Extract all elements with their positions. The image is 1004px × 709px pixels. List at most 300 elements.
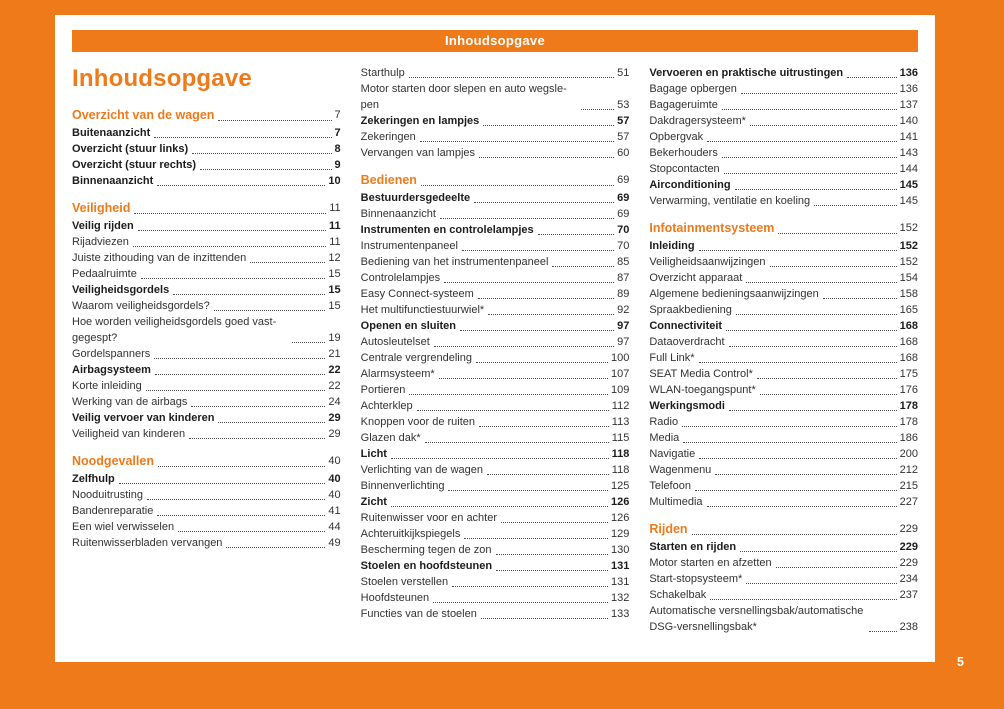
dot-leader [218, 422, 325, 423]
toc-entry [649, 302, 918, 318]
toc-entry [361, 542, 630, 558]
toc-entry-page: 49 [328, 537, 341, 549]
toc-entry-label: Full Link* [649, 352, 695, 364]
toc-entry-label: Motor starten door slepen en auto wegslepen [360, 83, 567, 111]
toc-entry-page: 10 [328, 175, 341, 187]
toc-entry-label: Knoppen voor de ruiten [360, 416, 476, 428]
toc-entry-label: Wagenmenu [649, 464, 712, 476]
dot-leader [409, 77, 614, 78]
toc-entry [72, 173, 341, 189]
toc-entry-page: 144 [899, 163, 919, 175]
toc-entry-label: Bescherming tegen de zon [360, 544, 492, 556]
toc-entry [361, 494, 630, 510]
toc-entry-page: 141 [899, 131, 919, 143]
dot-leader [760, 394, 897, 395]
toc-entry [72, 394, 341, 410]
toc-entry-label: Rijden [649, 522, 688, 536]
toc-entry-page: 238 [899, 621, 919, 633]
toc-entry [361, 190, 630, 206]
toc-entry-page: 11 [329, 202, 341, 214]
toc-entry-page: 69 [617, 208, 630, 220]
toc-entry-page: 165 [899, 304, 919, 316]
toc-columns [72, 65, 918, 635]
toc-entry-label: Automatische versnellingsbak/automatische DSG-versnellingsbak* [649, 605, 864, 633]
toc-entry-page: 12 [328, 252, 341, 264]
toc-entry-page: 158 [899, 288, 919, 300]
toc-entry-label: Telefoon [649, 480, 691, 492]
toc-entry-label: Media [649, 432, 680, 444]
toc-entry-page: 178 [899, 400, 919, 412]
dot-leader [462, 250, 614, 251]
dot-leader [444, 282, 614, 283]
dot-leader [538, 234, 614, 235]
toc-entry-label: Veiligheid [72, 201, 131, 215]
toc-entry [361, 318, 630, 334]
dot-leader [750, 125, 897, 126]
toc-entry [649, 161, 918, 177]
toc-entry [649, 430, 918, 446]
toc-entry-page: 168 [899, 336, 919, 348]
toc-entry-page: 132 [610, 592, 630, 604]
toc-entry-page: 143 [899, 147, 919, 159]
toc-entry-page: 89 [617, 288, 630, 300]
toc-entry-label: Vervangen van lampjes [360, 147, 476, 159]
dot-leader [692, 534, 897, 535]
toc-entry-page: 168 [899, 320, 919, 332]
toc-section-heading [72, 107, 341, 124]
toc-entry [649, 398, 918, 414]
toc-entry-page: 152 [899, 240, 919, 252]
toc-entry-label: Airbagsysteem [72, 364, 151, 376]
toc-entry [72, 125, 341, 141]
toc-entry-label: Werking van de airbags [72, 396, 188, 408]
dot-leader [776, 567, 897, 568]
toc-entry [72, 314, 341, 346]
dot-leader [433, 602, 608, 603]
toc-entry [361, 590, 630, 606]
toc-entry [72, 426, 341, 442]
toc-entry-label: Dakdragersysteem* [649, 115, 746, 127]
toc-entry-page: 115 [611, 432, 630, 444]
dot-leader [581, 109, 614, 110]
toc-entry [361, 65, 630, 81]
toc-entry-page: 131 [610, 576, 630, 588]
toc-entry-page: 22 [328, 364, 341, 376]
toc-entry-label: Algemene bedieningsaanwijzingen [649, 288, 819, 300]
toc-entry-page: 22 [328, 380, 341, 392]
dot-leader [476, 362, 608, 363]
toc-entry-page: 130 [610, 544, 630, 556]
toc-entry [72, 503, 341, 519]
dot-leader [699, 458, 896, 459]
toc-entry [649, 539, 918, 555]
dot-leader [847, 77, 897, 78]
toc-entry-page: 69 [617, 174, 630, 186]
toc-entry-page: 212 [899, 464, 919, 476]
dot-leader [726, 330, 897, 331]
toc-entry-label: Autosleutelset [360, 336, 430, 348]
toc-entry [72, 282, 341, 298]
dot-leader [434, 346, 614, 347]
toc-entry-label: Stoelen verstellen [360, 576, 449, 588]
toc-entry-label: Opbergvak [649, 131, 704, 143]
dot-leader [192, 153, 331, 154]
toc-entry-label: Connectiviteit [649, 320, 723, 332]
toc-entry-label: Schakelbak [649, 589, 707, 601]
dot-leader [134, 213, 326, 214]
toc-entry [361, 462, 630, 478]
toc-entry-label: Spraakbediening [649, 304, 732, 316]
toc-entry-page: 152 [899, 222, 919, 234]
toc-entry [361, 366, 630, 382]
dot-leader [770, 266, 897, 267]
dot-leader [226, 547, 325, 548]
toc-entry-label: Binnenaanzicht [72, 175, 154, 187]
toc-entry-label: Airconditioning [649, 179, 731, 191]
dot-leader [552, 266, 614, 267]
toc-entry-label: Ruitenwisser voor en achter [360, 512, 498, 524]
toc-entry [649, 382, 918, 398]
dot-leader [481, 618, 608, 619]
toc-entry-page: 140 [899, 115, 919, 127]
toc-entry [361, 334, 630, 350]
dot-leader [147, 499, 325, 500]
toc-entry-label: Veiligheid van kinderen [72, 428, 186, 440]
dot-leader [683, 442, 896, 443]
toc-entry-label: Bedienen [360, 173, 417, 187]
toc-entry-label: Pedaalruimte [72, 268, 137, 280]
toc-entry-page: 41 [328, 505, 341, 517]
dot-leader [746, 282, 896, 283]
dot-leader [155, 374, 326, 375]
toc-entry-label: Vervoeren en praktische uitrustingen [649, 67, 844, 79]
toc-entry [361, 286, 630, 302]
toc-section-heading [649, 220, 918, 237]
dot-leader [440, 218, 614, 219]
dot-leader [869, 631, 896, 632]
toc-entry-label: Instrumenten en controlelampjes [360, 224, 534, 236]
page-header-banner [72, 30, 918, 52]
toc-entry-page: 11 [329, 236, 341, 248]
toc-entry-label: Ruitenwisserbladen vervangen [72, 537, 223, 549]
toc-entry-page: 57 [617, 131, 630, 143]
toc-entry-label: Hoofdsteunen [360, 592, 430, 604]
dot-leader [391, 506, 608, 507]
dot-leader [710, 599, 896, 600]
dot-leader [146, 390, 326, 391]
dot-leader [487, 474, 609, 475]
toc-entry [649, 238, 918, 254]
dot-leader [736, 314, 897, 315]
toc-entry-label: Instrumentenpaneel [360, 240, 458, 252]
dot-leader [425, 442, 609, 443]
toc-entry-label: Starthulp [360, 67, 405, 79]
dot-leader [496, 570, 608, 571]
dot-leader [722, 157, 897, 158]
toc-entry-page: 129 [610, 528, 630, 540]
toc-entry-label: Gordelspanners [72, 348, 151, 360]
toc-entry-label: Veilig vervoer van kinderen [72, 412, 215, 424]
dot-leader [479, 426, 609, 427]
toc-entry [649, 446, 918, 462]
toc-entry [361, 430, 630, 446]
toc-entry-label: Glazen dak* [360, 432, 421, 444]
toc-entry [361, 222, 630, 238]
dot-leader [735, 189, 897, 190]
dot-leader [417, 410, 609, 411]
dot-leader [420, 141, 614, 142]
dot-leader [464, 538, 608, 539]
toc-entry-label: WLAN-toegangspunt* [649, 384, 756, 396]
toc-entry-page: 133 [610, 608, 630, 620]
toc-entry-page: 87 [617, 272, 630, 284]
toc-entry [361, 558, 630, 574]
toc-entry [649, 462, 918, 478]
dot-leader [119, 483, 326, 484]
dot-leader [138, 230, 326, 231]
dot-leader [191, 406, 325, 407]
toc-entry-label: Controlelampjes [360, 272, 441, 284]
toc-entry-page: 234 [899, 573, 919, 585]
toc-entry [361, 270, 630, 286]
toc-entry [361, 478, 630, 494]
toc-entry-page: 125 [610, 480, 630, 492]
toc-entry-page: 40 [328, 455, 341, 467]
toc-entry-label: Zicht [360, 496, 387, 508]
toc-entry [649, 286, 918, 302]
toc-entry-page: 7 [334, 127, 341, 139]
toc-entry [361, 574, 630, 590]
dot-leader [173, 294, 325, 295]
toc-entry [361, 145, 630, 161]
toc-entry-label: Rijadviezen [72, 236, 129, 248]
toc-entry-label: Binnenverlichting [360, 480, 445, 492]
dot-leader [823, 298, 897, 299]
toc-entry [72, 346, 341, 362]
dot-leader [814, 205, 897, 206]
toc-entry-label: Veiligheidsgordels [72, 284, 170, 296]
dot-leader [778, 233, 896, 234]
dot-leader [218, 120, 331, 121]
dot-leader [460, 330, 614, 331]
toc-entry-page: 227 [899, 496, 919, 508]
dot-leader [474, 202, 614, 203]
toc-entry-page: 24 [328, 396, 341, 408]
dot-leader [724, 173, 897, 174]
toc-entry [649, 555, 918, 571]
page-number: 5 [957, 655, 964, 669]
toc-entry [649, 129, 918, 145]
toc-entry [361, 350, 630, 366]
toc-entry-page: 145 [899, 195, 919, 207]
toc-entry [72, 157, 341, 173]
toc-entry-label: Veilig rijden [72, 220, 134, 232]
toc-entry [72, 250, 341, 266]
toc-column-2 [361, 65, 630, 622]
toc-entry [361, 113, 630, 129]
toc-entry-label: Easy Connect-systeem [360, 288, 474, 300]
toc-entry-page: 15 [328, 300, 341, 312]
dot-leader [391, 458, 609, 459]
toc-entry [361, 606, 630, 622]
toc-entry [361, 238, 630, 254]
toc-entry-page: 97 [617, 336, 630, 348]
toc-entry [72, 234, 341, 250]
toc-entry [72, 535, 341, 551]
toc-entry-label: Bagageruimte [649, 99, 718, 111]
toc-entry-page: 137 [899, 99, 919, 111]
dot-leader [478, 298, 614, 299]
toc-entry-page: 175 [899, 368, 919, 380]
toc-entry [361, 254, 630, 270]
toc-entry-label: Stoelen en hoofdsteunen [360, 560, 493, 572]
dot-leader [699, 362, 897, 363]
toc-entry-page: 229 [899, 557, 919, 569]
toc-entry-page: 200 [899, 448, 919, 460]
dot-leader [707, 506, 897, 507]
toc-column-3 [649, 65, 918, 635]
toc-entry-label: Juiste zithouding van de inzittenden [72, 252, 247, 264]
toc-entry-page: 29 [328, 428, 341, 440]
dot-leader [141, 278, 326, 279]
toc-entry-page: 29 [328, 412, 341, 424]
toc-entry-label: Korte inleiding [72, 380, 142, 392]
toc-entry-page: 152 [899, 256, 919, 268]
dot-leader [409, 394, 608, 395]
toc-entry [361, 510, 630, 526]
toc-entry [649, 587, 918, 603]
dot-leader [746, 583, 896, 584]
toc-entry-label: Openen en sluiten [360, 320, 457, 332]
toc-entry [72, 487, 341, 503]
toc-entry-label: Het multifunctiestuurwiel* [360, 304, 485, 316]
toc-entry-label: SEAT Media Control* [649, 368, 753, 380]
dot-leader [439, 378, 608, 379]
toc-entry-page: 178 [899, 416, 919, 428]
toc-entry-page: 69 [617, 192, 630, 204]
toc-entry [361, 382, 630, 398]
toc-entry-label: Nooduitrusting [72, 489, 143, 501]
dot-leader [200, 169, 331, 170]
toc-entry-label: Zekeringen en lampjes [360, 115, 480, 127]
toc-entry-label: Buitenaanzicht [72, 127, 151, 139]
dot-leader [157, 515, 325, 516]
toc-entry-page: 19 [328, 332, 341, 344]
toc-entry-page: 70 [617, 240, 630, 252]
toc-entry [72, 298, 341, 314]
toc-entry-page: 229 [899, 541, 919, 553]
toc-entry-label: Zekeringen [360, 131, 416, 143]
toc-entry [361, 81, 630, 113]
toc-entry-label: Veiligheidsaanwijzingen [649, 256, 766, 268]
toc-entry [649, 318, 918, 334]
toc-entry-page: 40 [328, 473, 341, 485]
toc-entry-label: Een wiel verwisselen [72, 521, 175, 533]
toc-entry-page: 136 [899, 67, 919, 79]
toc-entry-page: 168 [899, 352, 919, 364]
toc-entry-label: Licht [360, 448, 387, 460]
dot-leader [214, 310, 326, 311]
toc-entry-label: Stopcontacten [649, 163, 720, 175]
toc-entry [649, 81, 918, 97]
toc-entry [361, 526, 630, 542]
toc-entry-label: Bekerhouders [649, 147, 718, 159]
toc-entry [649, 254, 918, 270]
toc-entry [649, 494, 918, 510]
toc-entry-page: 97 [617, 320, 630, 332]
toc-entry-label: Dataoverdracht [649, 336, 725, 348]
toc-entry-page: 8 [334, 143, 341, 155]
toc-entry-label: Multimedia [649, 496, 703, 508]
toc-entry-page: 53 [617, 99, 630, 111]
toc-entry-page: 118 [611, 448, 630, 460]
dot-leader [250, 262, 325, 263]
toc-entry [72, 218, 341, 234]
toc-entry-page: 186 [899, 432, 919, 444]
toc-entry-label: Starten en rijden [649, 541, 737, 553]
toc-entry-page: 44 [328, 521, 341, 533]
toc-entry [649, 270, 918, 286]
dot-leader [479, 157, 614, 158]
toc-entry-page: 107 [610, 368, 630, 380]
toc-entry [361, 302, 630, 318]
toc-entry-page: 15 [328, 284, 341, 296]
toc-section-heading [72, 453, 341, 470]
toc-entry [361, 129, 630, 145]
dot-leader [729, 410, 897, 411]
toc-entry-page: 70 [617, 224, 630, 236]
toc-entry [72, 141, 341, 157]
toc-entry [72, 266, 341, 282]
toc-entry [649, 603, 918, 635]
toc-section-heading [649, 521, 918, 538]
dot-leader [157, 185, 325, 186]
toc-entry-page: 40 [328, 489, 341, 501]
dot-leader [158, 466, 325, 467]
dot-leader [741, 93, 897, 94]
toc-entry-page: 15 [328, 268, 341, 280]
toc-entry [649, 571, 918, 587]
toc-entry-label: Binnenaanzicht [360, 208, 436, 220]
toc-entry-label: Hoe worden veiligheidsgordels goed vastgegespt? [72, 316, 277, 344]
toc-entry [72, 410, 341, 426]
toc-entry-page: 9 [334, 159, 341, 171]
toc-entry-page: 100 [610, 352, 630, 364]
toc-entry-label: Achteruitkijkspiegels [360, 528, 461, 540]
toc-entry-label: Verlichting van de wagen [360, 464, 483, 476]
toc-entry-label: Overzicht van de wagen [72, 108, 215, 122]
toc-entry [649, 65, 918, 81]
dot-leader [707, 141, 897, 142]
toc-entry-page: 131 [610, 560, 630, 572]
toc-entry-page: 109 [610, 384, 630, 396]
toc-entry-page: 215 [899, 480, 919, 492]
toc-entry-label: Bagage opbergen [649, 83, 737, 95]
toc-entry-label: Werkingsmodi [649, 400, 725, 412]
dot-leader [722, 109, 897, 110]
toc-entry-page: 126 [610, 496, 630, 508]
page-title: Inhoudsopgave [72, 65, 252, 92]
dot-leader [682, 426, 897, 427]
dot-leader [189, 438, 325, 439]
toc-entry-label: Functies van de stoelen [360, 608, 477, 620]
dot-leader [729, 346, 897, 347]
toc-entry [649, 113, 918, 129]
toc-entry-page: 21 [328, 348, 341, 360]
toc-entry-label: Bediening van het instrumentenpaneel [360, 256, 549, 268]
toc-entry-page: 85 [617, 256, 630, 268]
toc-entry-page: 126 [610, 512, 630, 524]
